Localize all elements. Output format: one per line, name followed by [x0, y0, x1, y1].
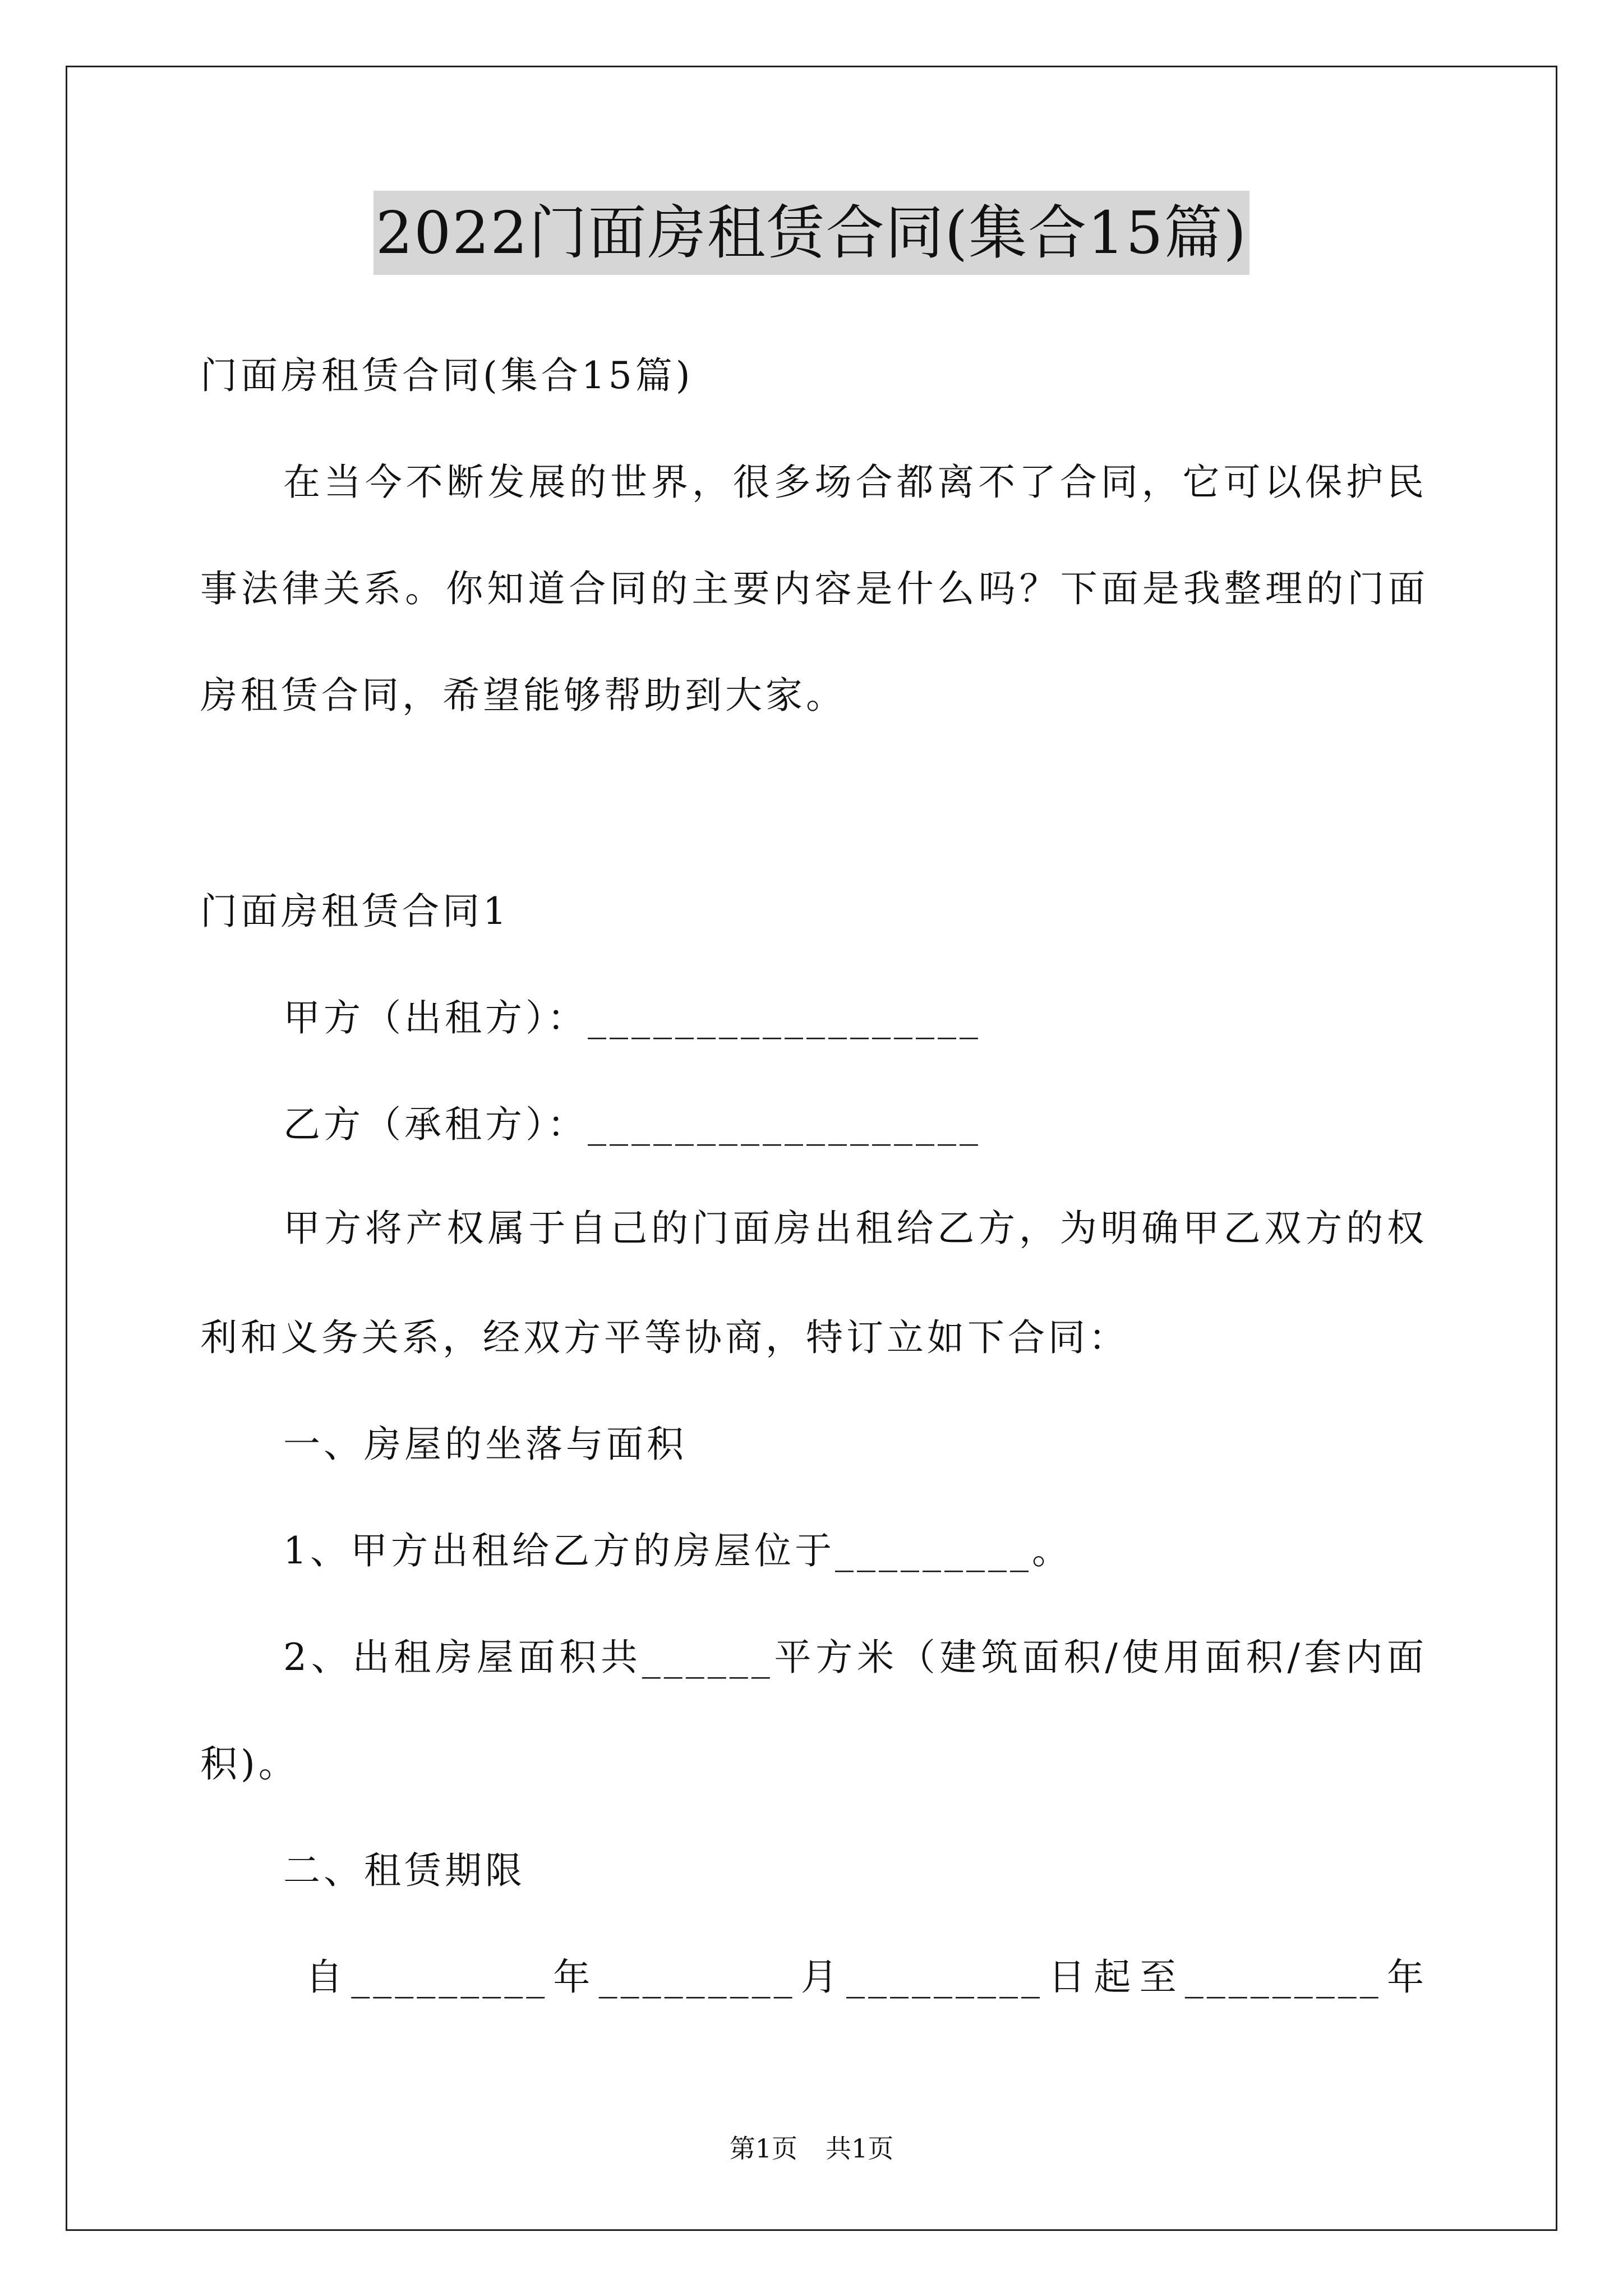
- clause-1-heading: 一、房屋的坐落与面积: [283, 1423, 687, 1466]
- page-footer: [0, 2128, 1623, 2165]
- page-total: 共1页: [826, 2133, 894, 2164]
- intro-line-1: 在当今不断发展的世界，很多场合都离不了合同，它可以保护民: [283, 461, 1427, 504]
- purpose-line-1: 甲方将产权属于自己的门面房出租给乙方，为明确甲乙双方的权: [283, 1207, 1427, 1250]
- clause-1-item-2-line-2: 积)。: [200, 1742, 299, 1786]
- clause-2-heading: 二、租赁期限: [283, 1849, 525, 1892]
- document-title: 2022门面房租赁合同(集合15篇): [374, 191, 1249, 275]
- clause-1-item-1: 1、甲方出租给乙方的房屋位于_________。: [283, 1529, 1072, 1572]
- clause-2-date-line: 自_________年_________月_________日起至_________年: [306, 1955, 1427, 1999]
- clause-1-item-2-line-1: 2、出租房屋面积共______平方米（建筑面积/使用面积/套内面: [283, 1636, 1427, 1679]
- purpose-line-2: 利和义务关系，经双方平等协商，特订立如下合同：: [200, 1316, 1129, 1359]
- party-a-line: 甲方（出租方）：__________________: [283, 996, 981, 1039]
- party-b-line: 乙方（承租方）：__________________: [283, 1103, 981, 1146]
- intro-line-2: 事法律关系。你知道合同的主要内容是什么吗？下面是我整理的门面: [200, 567, 1428, 610]
- section-heading: 门面房租赁合同1: [200, 890, 510, 933]
- title-container: [0, 191, 1623, 275]
- page-number: 第1页: [729, 2133, 797, 2164]
- intro-line-3: 房租赁合同，希望能够帮助到大家。: [200, 674, 846, 717]
- document-subtitle: 门面房租赁合同(集合15篇): [200, 354, 694, 397]
